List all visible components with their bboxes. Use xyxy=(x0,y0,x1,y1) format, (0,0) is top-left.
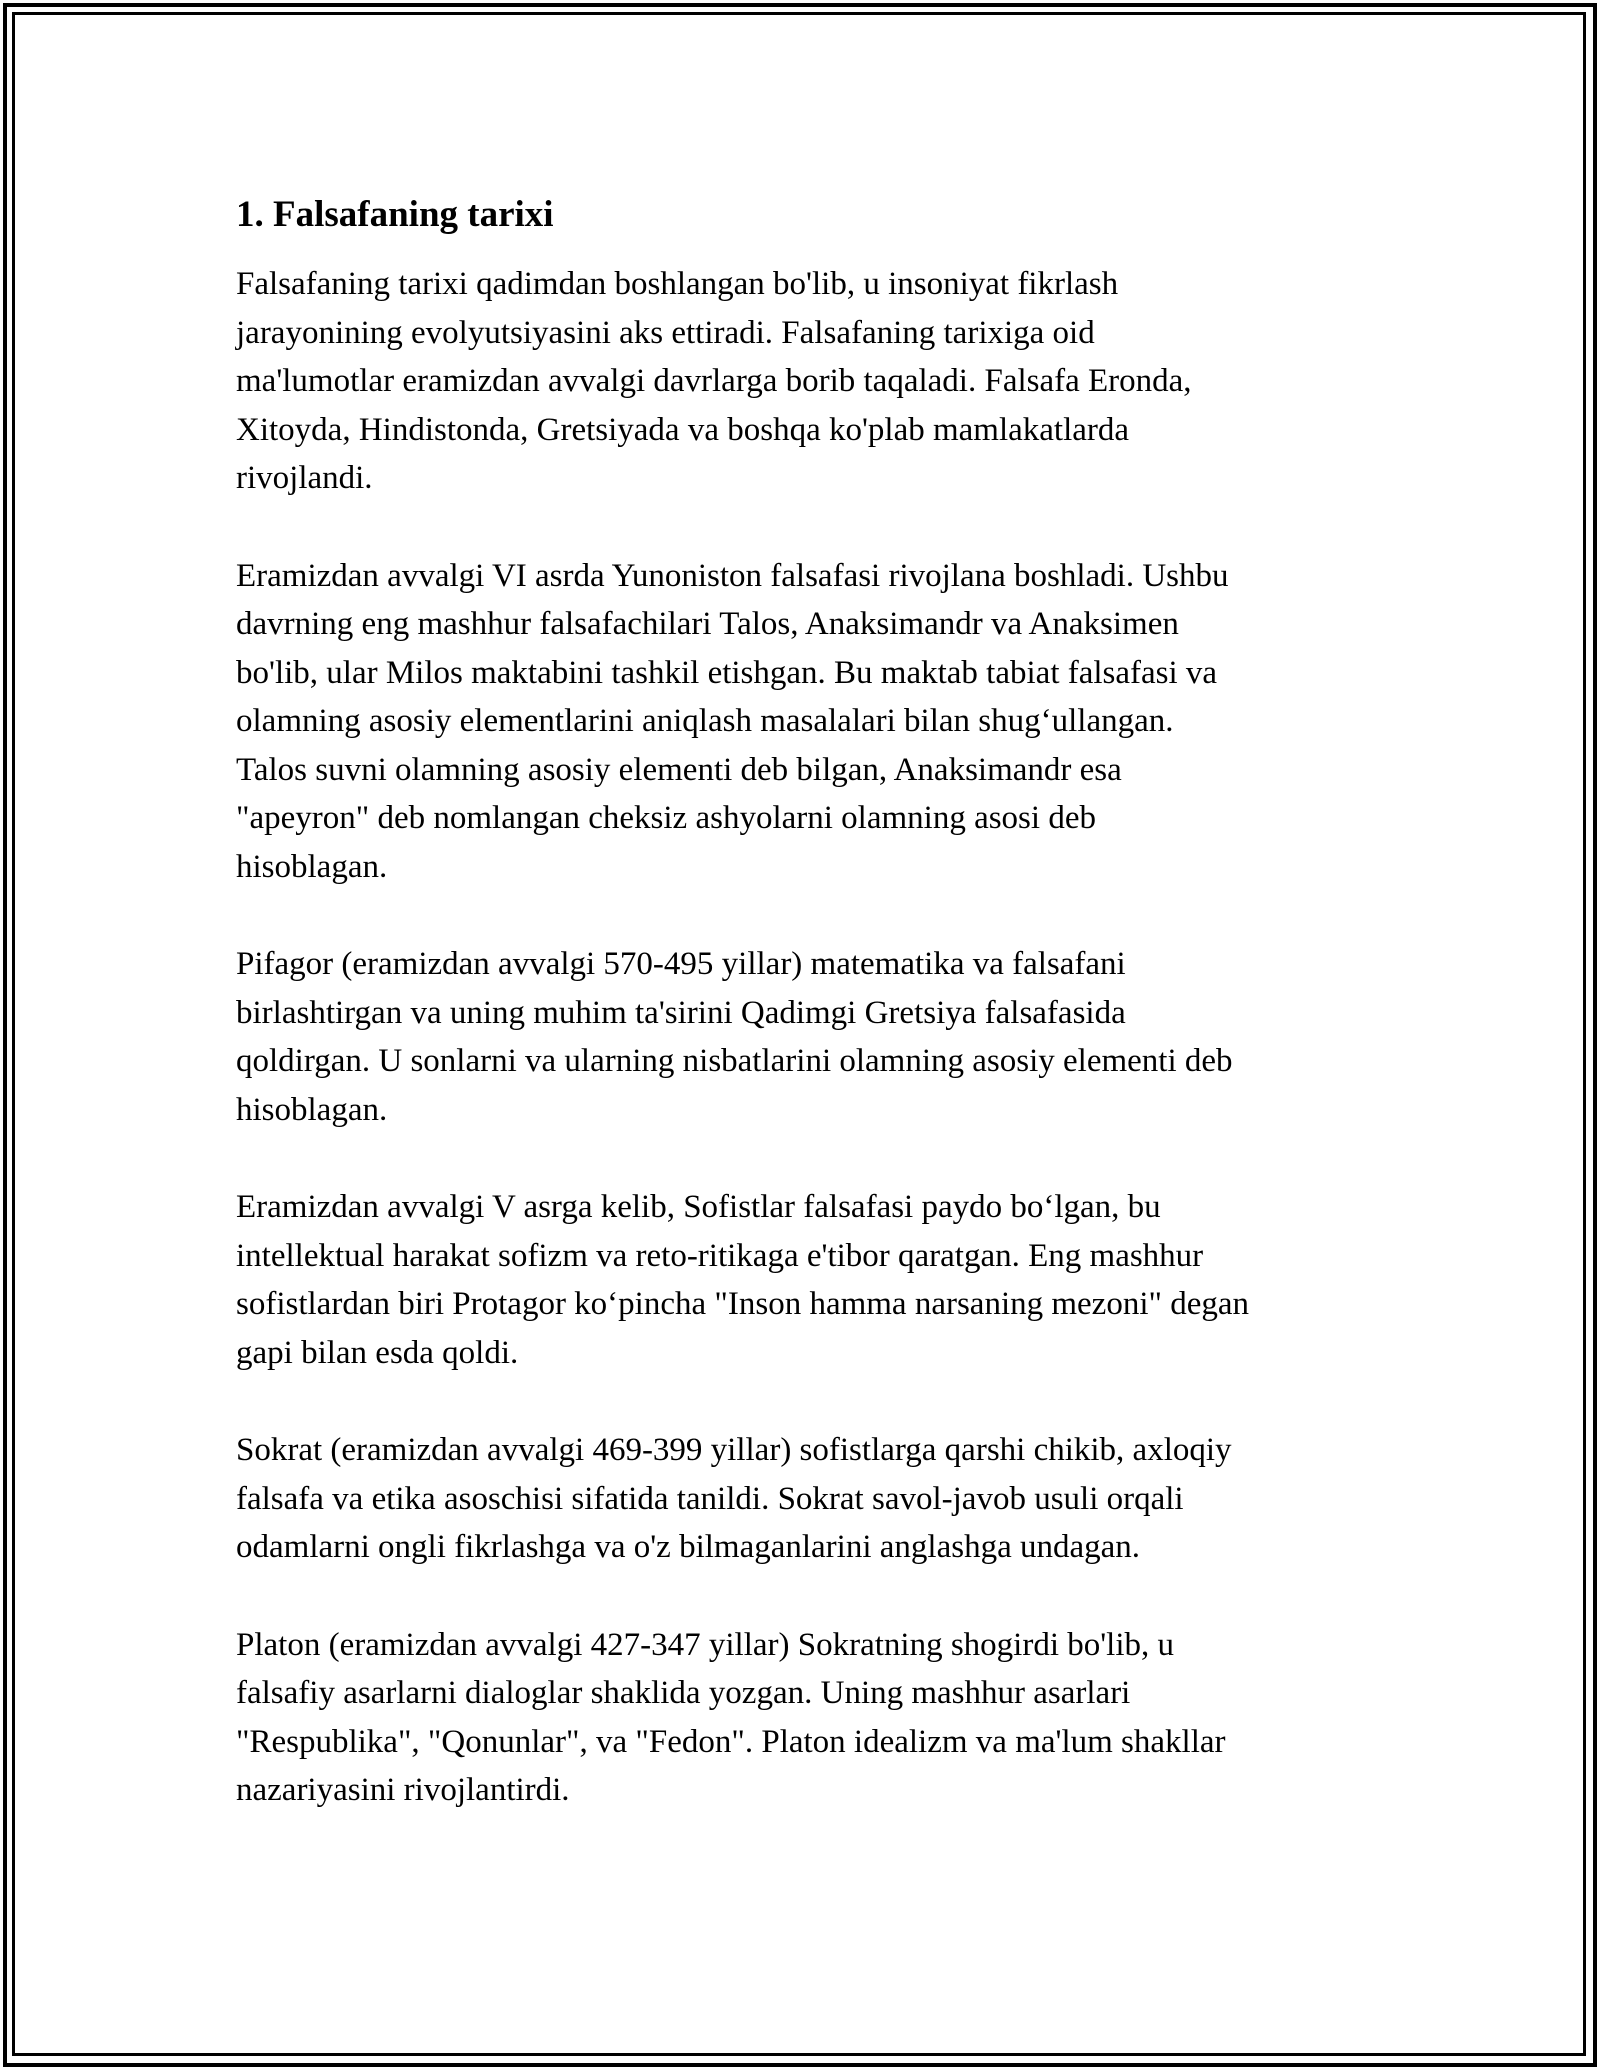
paragraph-milesian-school: Eramizdan avvalgi VI asrda Yunoniston falsafasi rivojlana boshladi. Ushbu davrning eng mashhur falsafachilari Talos, Anaksimandr va Anaksimen bo'lib, ular Milos maktabini tashkil etishgan. Bu maktab tabiat falsafasi va olamning asosiy elementlarini aniqlash masalalari bilan shug‘ullangan. Talos suvni olamning asosiy elementi deb bilgan, Anaksimandr esa "apeyron" deb nomlangan cheksiz ashyolarni olamning asosi deb hisoblagan. xyxy=(236,557,1229,885)
paragraph-pythagoras: Pifagor (eramizdan avvalgi 570-495 yillar) matematika va falsafani birlashtirgan va uning muhim ta'sirini Qadimgi Gretsiya falsafasida qoldirgan. U sonlarni va ularning nisbatlarini olamning asosiy elementi deb hisoblagan. xyxy=(236,946,1233,1128)
paragraph-sophists: Eramizdan avvalgi V asrga kelib, Sofistlar falsafasi paydo bo‘lgan, bu intellektual harakat sofizm va reto-ritikaga e'tibor qaratgan. Eng mashhur sofistlardan biri Protagor ko‘pincha "Inson hamma narsaning mezoni" degan gapi bilan esda qoldi. xyxy=(236,1189,1250,1371)
paragraph-plato: Platon (eramizdan avvalgi 427-347 yillar) Sokratning shogirdi bo'lib, u falsafiy asarlarni dialoglar shaklida yozgan. Uning mashhur asarlari "Respublika", "Qonunlar", va "Fedon". Platon idealizm va ma'lum shakllar nazariyasini rivojlantirdi. xyxy=(236,1626,1226,1808)
paragraph-socrates: Sokrat (eramizdan avvalgi 469-399 yillar) sofistlarga qarshi chikib, axloqiy falsafa va etika asoschisi sifatida tanildi. Sokrat savol-javob usuli orqali odamlarni ongli fikrlashga va o'z bilmaganlarini anglashga undagan. xyxy=(236,1432,1232,1565)
document-body xyxy=(236,186,1376,1864)
paragraph-history-intro: Falsafaning tarixi qadimdan boshlangan bo'lib, u insoniyat fikrlash jarayonining evolyutsiyasini aks ettiradi. Falsafaning tarixiga oid ma'lumotlar eramizdan avvalgi davrlarga borib taqaladi. Falsafa Eronda, Xitoyda, Hindistonda, Gretsiyada va boshqa ko'plab mamlakatlarda rivojlandi. xyxy=(236,266,1192,496)
section-title: 1. Falsafaning tarixi xyxy=(236,194,554,235)
